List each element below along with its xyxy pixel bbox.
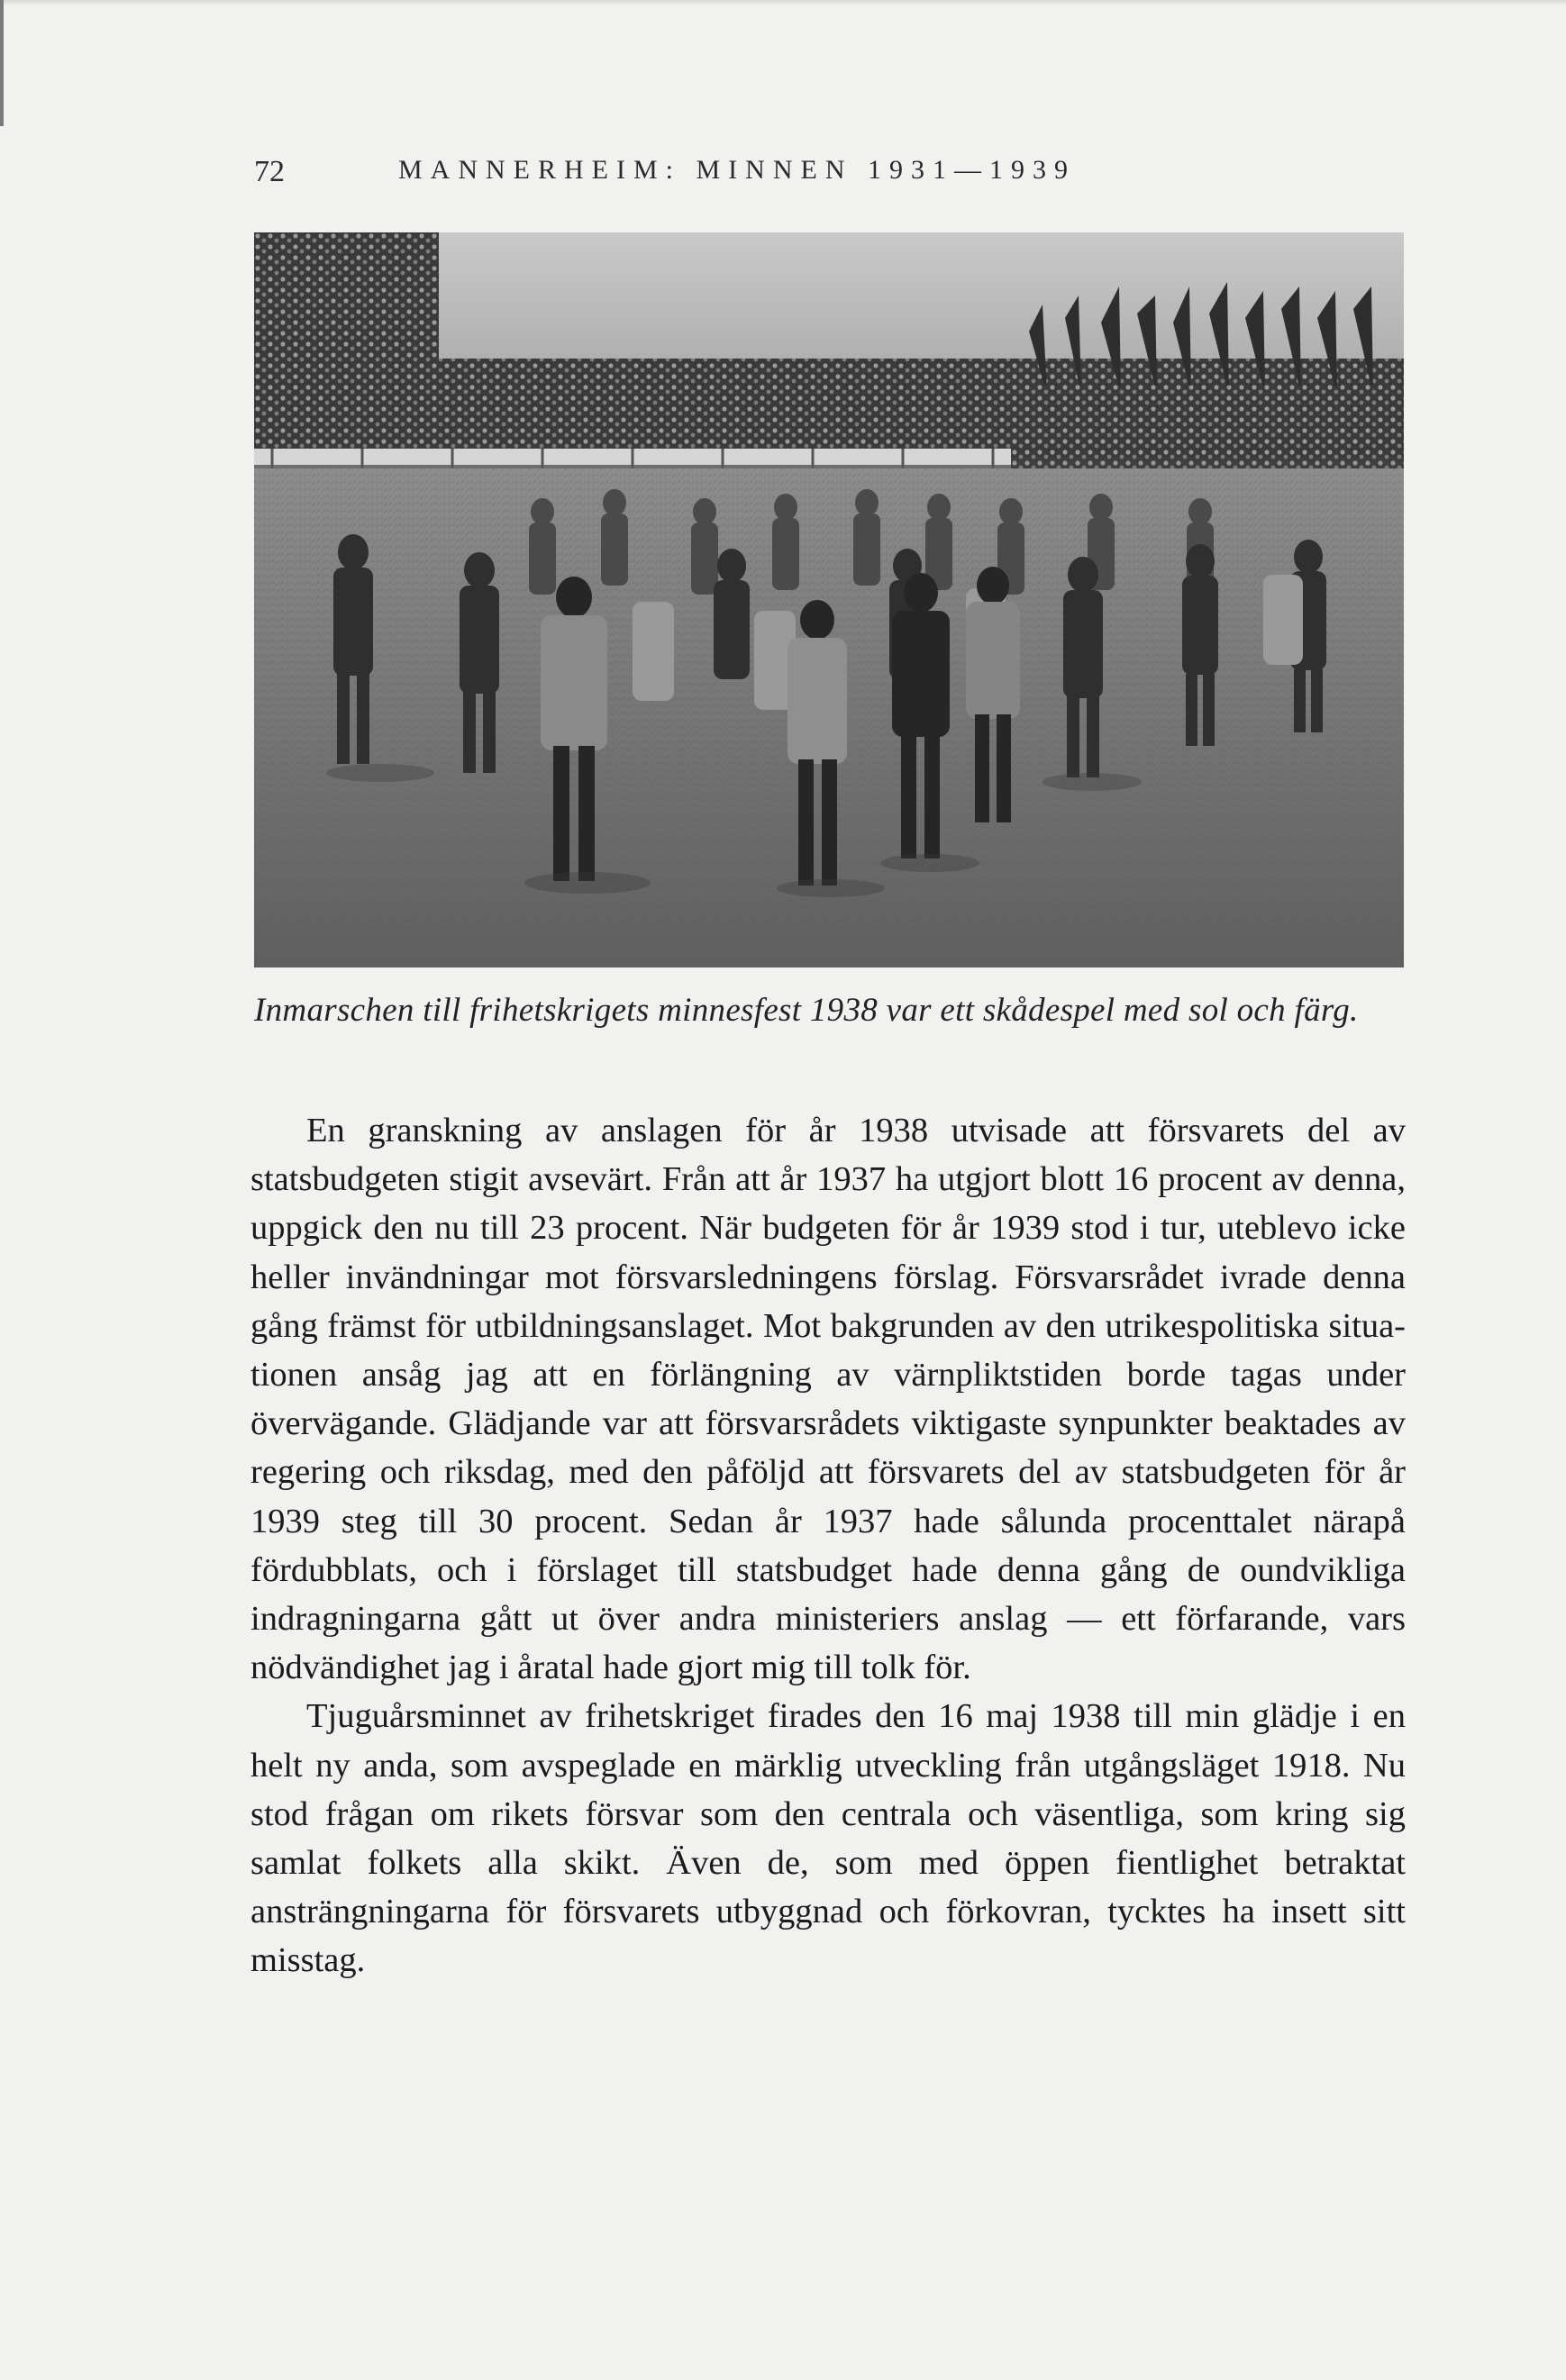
paragraph: En granskning av anslagen för år 1938 utvisade att försvarets del av statsbudgeten stigit avsevärt. Från att år 1937 ha utgjort blott 16 procent av denna, uppgick den nu till 23 procent. När budgeten för år 1939 stod i tur, uteblevo icke heller invändningar mot försvarsledningens förslag. Försvarsrådet ivrade denna gång främst för utbildningsanslaget. Mot bakgrunden av den utrikespolitiska situationen ansåg jag att en förlängning av värnpliktstiden borde tagas under övervägande. Glädjande var att försvarsrådets viktigaste synpunkter beaktades av regering och riksdag, med den påföljd att försvarets del av statsbudgeten för år 1939 steg till 30 procent. Sedan år 1937 hade sålunda procenttalet närapå fördubblats, och i förslaget till statsbudget hade denna gång de oundvikliga indragningarna gått ut över andra ministeriers anslag — ett förfarande, vars nödvändighet jag i åratal hade gjort mig till tolk för.	[250, 1112, 1406, 1687]
photo-caption: Inmarschen till frihetskrigets minnesfest 1938 var ett skådespel med sol och färg.	[254, 992, 1359, 1029]
parade-photo	[254, 232, 1404, 967]
body-text	[250, 1106, 1406, 1985]
paragraph: Tjuguårsminnet av frihetskriget firades den 16 maj 1938 till min glädje i en helt ny anda, som avspeglade en märklig utveckling från utgångsläget 1918. Nu stod frågan om rikets försvar som den centrala och väsentliga, som kring sig samlat folkets alla skikt. Även de, som med öppen fientlighet betraktat ansträngningarna för försvarets utbyggnad och förkovran, tycktes ha insett sitt misstag.	[250, 1697, 1406, 1980]
page-header	[254, 155, 1407, 200]
running-title: MANNERHEIM: MINNEN 1931—1939	[398, 155, 1076, 185]
grandstand	[254, 232, 439, 368]
page-number: 72	[254, 155, 285, 188]
scan-margin-mark	[0, 0, 4, 126]
scan-edge	[0, 0, 1566, 5]
parade-photo-icon	[254, 232, 1404, 967]
